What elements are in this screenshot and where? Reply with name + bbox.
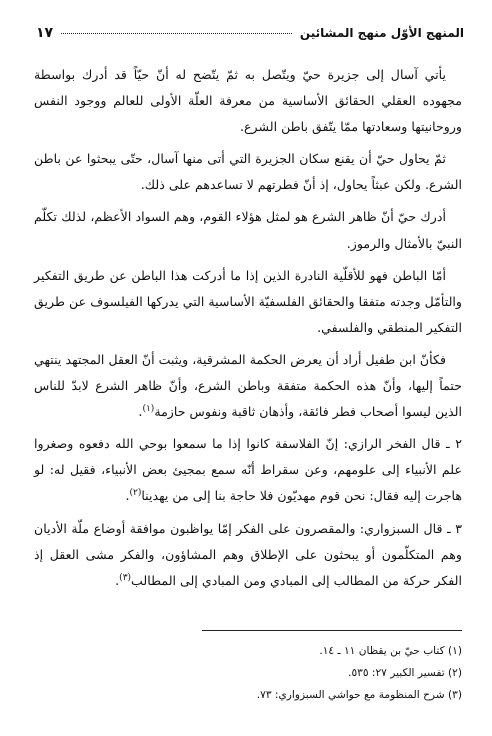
paragraph-text: فكأنّ ابن طفيل أراد أن يعرض الحكمة المشرقية، ويثبت أنّ العقل المجتهد ينتهي حتماً إليها، وأنّ هذه الحكمة متفقة وباطن الشرع، وأنّ ظاهر الشرع لابدّ للناس الذين ليسوا أصحاب فطر فائقة، وأذهان ثاقبة ونفوس حازمة: [34, 351, 462, 420]
paragraph: [34, 204, 462, 256]
page-header: [36, 22, 464, 44]
footnote-reference[interactable]: (١): [142, 403, 155, 414]
footnotes: [34, 640, 462, 706]
running-title: المنهج الأوّل منهج المشائين: [299, 26, 464, 40]
paragraph-text: يأتي آسال إلى جزيرة حيّ ويتّصل به ثمّ يتّضح له أنّ حيّاً قد أدرك بواسطة مجهوده العقلي الحقائق الأساسية من معرفة العلّة الأولى للعالم ووجود النفس وروحانيتها وسعادتها ممّا يتّفق باطن الشرع.: [34, 67, 462, 135]
footnote-divider: [202, 630, 462, 631]
paragraph: فكأنّ ابن طفيل أراد أن يعرض الحكمة المشرقية، ويثبت أنّ العقل المجتهد ينتهي حتماً إليها، وأنّ هذه الحكمة متفقة وباطن الشرع، وأنّ ظاهر الشرع لابدّ للناس الذين ليسوا أصحاب فطر فائقة، وأذهان ثاقبة ونفوس حازمة$^{(١)}$.: [34, 351, 462, 420]
footnote-reference[interactable]: (٢): [129, 488, 142, 499]
footnote-reference[interactable]: (٣): [119, 572, 132, 583]
paragraph-text: أدرك حيّ أنّ ظاهر الشرع هو لمثل هؤلاء القوم، وهم السواد الأعظم، لذلك تكلّم النبيّ بالأمثال والرموز.: [34, 209, 462, 251]
paragraph-text: أمّا الباطن فهو للأقلّية النادرة الذين إذا ما أدركت هذا الباطن عن طريق التفكير والتأمّل وجدته متفقا والحقائق الفلسفيّة الأساسية التي يدركها الفيلسوف عن طريق التفكير المنطقي والفلسفي.: [34, 267, 462, 335]
numbered-paragraph: ٢ ـ قال الفخر الرازي: إنّ الفلاسفة كانوا إذا ما سمعوا بوحي الله دفعوه وصغروا علم الأنبياء إلى علومهم، وعن سقراط أنّه سمع بمجيئ بعض الأنبياء، فقيل له: لو هاجرت إليه فقال: نحن قوم مهديّون فلا حاجة بنا إلى من يهدينا$^{(٢)}$.: [34, 436, 462, 504]
paragraph: [34, 146, 462, 198]
paragraph-text: ثمّ يحاول حيّ أن يقنع سكان الجزيرة التي أتى منها آسال، حتّى يبحثوا عن باطن الشرع. ولكن عبثاً يحاول، إذ أنّ فطرتهم لا تساعدهم على ذلك.: [34, 151, 462, 193]
body-text: [34, 62, 462, 600]
paragraph-text: ٣ ـ قال السبزواري: والمقصرون على الفكر إمّا يواظبون موافقة أوضاع ملّة الأديان وهم المتكلّمون أو يبحثون على الإطلاق وهم المشاؤون، والفكر مشى العقل إذ الفكر حركة من المطالب إلى المبادي ومن المبادي إلى المطالب: [34, 520, 462, 588]
paragraph-text: ٢ ـ قال الفخر الرازي: إنّ الفلاسفة كانوا إذا ما سمعوا بوحي الله دفعوه وصغروا علم الأنبياء إلى علومهم، وعن سقراط أنّه سمع بمجيئ بعض الأنبياء، فقيل له: لو هاجرت إليه فقال: نحن قوم مهديّون فلا حاجة بنا إلى من يهدينا: [34, 436, 462, 504]
numbered-paragraph: ٣ ـ قال السبزواري: والمقصرون على الفكر إمّا يواظبون موافقة أوضاع ملّة الأديان وهم المتكلّمون أو يبحثون على الإطلاق وهم المشاؤون، والفكر مشى العقل إذ الفكر حركة من المطالب إلى المبادي ومن المبادي إلى المطالب$^{(٣)}$.: [34, 520, 462, 588]
footnote: (١) كتاب حيّ بن يقظان ١١ ـ ١٤.: [319, 645, 462, 657]
paragraph: [34, 263, 462, 341]
paragraph: [34, 62, 462, 140]
header-dotted-leader: [61, 33, 292, 34]
footnote: (٣) شرح المنظومة مع حواشي السبزواري: ٧٣.: [256, 689, 462, 701]
footnote: (٢) تفسير الكبير ٢٧: ٥٣٥.: [348, 667, 462, 679]
page-number: ١٧: [36, 25, 54, 41]
